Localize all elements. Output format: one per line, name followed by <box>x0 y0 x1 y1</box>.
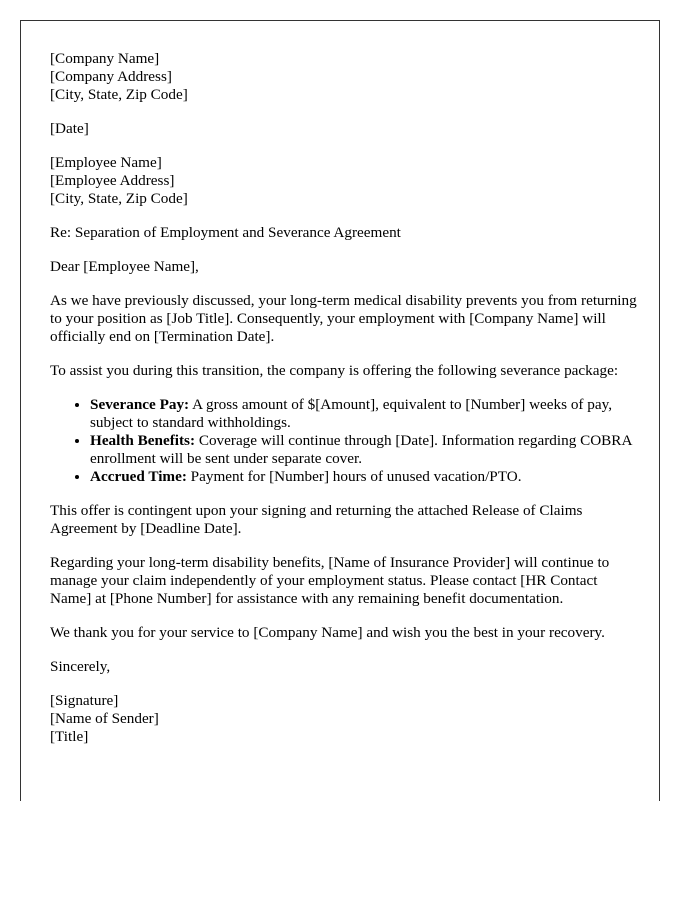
company-city-state-zip: [City, State, Zip Code] <box>50 86 188 103</box>
item-text: Coverage will continue through [Date]. Information regarding COBRA enrollment will be sent under separate cover. <box>90 432 632 467</box>
list-item-health-benefits <box>90 432 640 468</box>
sender-title: [Title] <box>50 728 89 745</box>
item-label: Accrued Time: <box>90 468 187 485</box>
list-item-severance-pay <box>90 396 640 432</box>
letter-date: [Date] <box>50 120 89 137</box>
list-item-accrued-time <box>90 468 640 486</box>
closing: Sincerely, <box>50 658 111 675</box>
sender-name: [Name of Sender] <box>50 710 159 727</box>
disability-benefits-paragraph: Regarding your long-term disability benefits, [Name of Insurance Provider] will continue to manage your claim independently of your employment status. Please contact [HR Contact Name] at [Phone Number] for assistance with any remaining benefit documentation. <box>50 554 610 607</box>
employee-address: [Employee Address] <box>50 172 175 189</box>
letter-page <box>20 20 660 801</box>
item-text: Payment for [Number] hours of unused vacation/PTO. <box>186 468 522 485</box>
letter-content <box>50 50 640 762</box>
item-label: Severance Pay: <box>90 396 190 413</box>
intro-paragraph: As we have previously discussed, your long-term medical disability prevents you from returning to your position as [Job Title]. Consequently, your employment with [Company Name] will officially end on [Termination Date]. <box>50 292 637 345</box>
thanks-paragraph: We thank you for your service to [Company Name] and wish you the best in your recovery. <box>50 624 605 641</box>
signature-block <box>50 692 640 746</box>
severance-package-list <box>50 396 640 486</box>
company-address: [Company Address] <box>50 68 172 85</box>
sender-address-block <box>50 50 640 104</box>
signature: [Signature] <box>50 692 119 709</box>
salutation: Dear [Employee Name], <box>50 258 199 275</box>
item-text: A gross amount of $[Amount], equivalent to [Number] weeks of pay, subject to standard withholdings. <box>90 396 613 431</box>
contingency-paragraph: This offer is contingent upon your signing and returning the attached Release of Claims Agreement by [Deadline Date]. <box>50 502 583 537</box>
package-intro-paragraph: To assist you during this transition, the company is offering the following severance package: <box>50 362 619 379</box>
company-name: [Company Name] <box>50 50 160 67</box>
subject-line: Re: Separation of Employment and Severance Agreement <box>50 224 401 241</box>
item-label: Health Benefits: <box>90 432 196 449</box>
employee-name: [Employee Name] <box>50 154 162 171</box>
recipient-address-block <box>50 154 640 208</box>
employee-city-state-zip: [City, State, Zip Code] <box>50 190 188 207</box>
